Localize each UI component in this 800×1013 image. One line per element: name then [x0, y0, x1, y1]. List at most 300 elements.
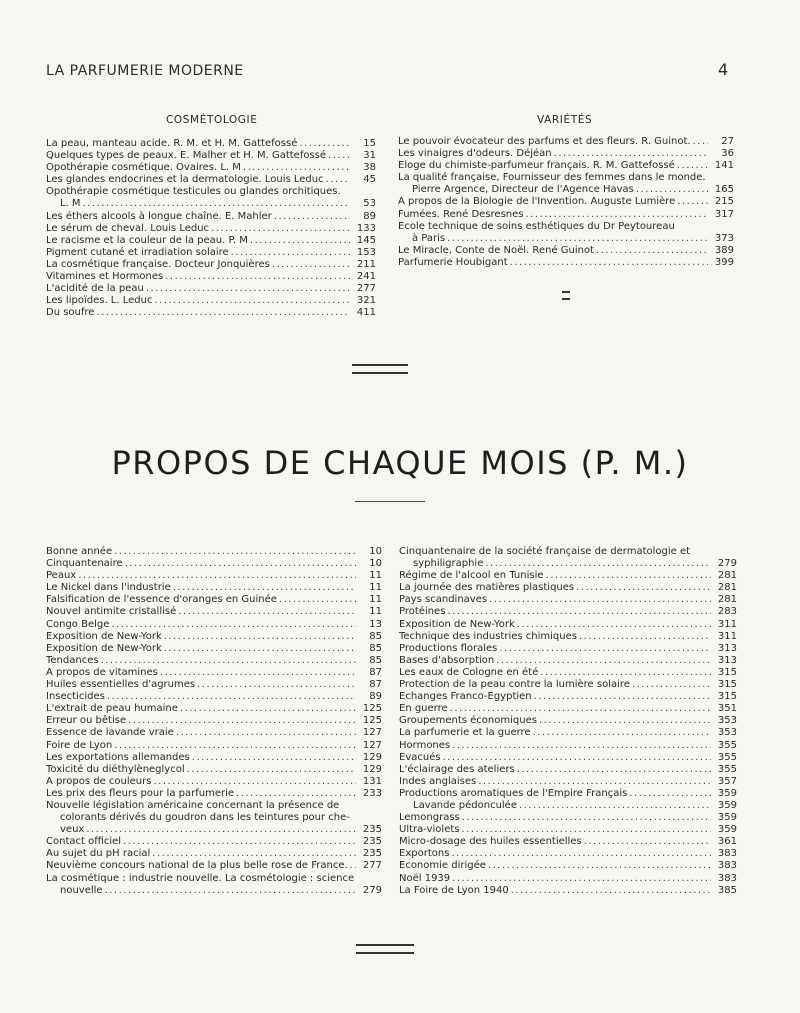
toc-entry: [399, 752, 737, 764]
toc-entry: [46, 198, 376, 210]
toc-entry-title: Lemongrass: [399, 812, 460, 824]
section-end-mark: [562, 291, 570, 300]
toc-entry-page: 87: [369, 666, 382, 678]
leader-dots: [279, 594, 356, 606]
leader-dots: [243, 162, 350, 174]
leader-dots: [274, 211, 350, 223]
toc-entry-title: La Foire de Lyon 1940: [399, 884, 509, 896]
toc-entry-page: 165: [714, 184, 734, 196]
toc-entry: [46, 873, 382, 885]
leader-dots: [534, 691, 711, 703]
toc-entry-title: Les lipoïdes. L. Leduc: [46, 295, 153, 307]
leader-dots: [488, 860, 711, 872]
leader-dots: [250, 235, 350, 247]
toc-entry-page: 153: [356, 246, 376, 258]
leader-dots: [496, 655, 711, 667]
section-divider: [352, 364, 408, 374]
leader-dots: [485, 558, 711, 570]
toc-entry: [399, 655, 737, 667]
leader-dots: [111, 619, 356, 631]
toc-entry: [46, 570, 382, 582]
toc-entry: [46, 594, 382, 606]
toc-entry-page: 127: [362, 739, 382, 751]
toc-entry-title: Lavande pédonculée: [413, 799, 517, 811]
leader-dots: [160, 667, 356, 679]
toc-entry-page: 131: [362, 775, 382, 787]
toc-entry-page: 383: [717, 860, 737, 872]
varietes-list: [398, 136, 734, 269]
toc-entry-title: Les prix des fleurs pour la parfumerie: [46, 787, 235, 799]
toc-entry-page: 31: [363, 150, 376, 162]
toc-entry-page: 125: [362, 715, 382, 727]
leader-dots: [596, 245, 708, 257]
toc-entry: [399, 631, 737, 643]
toc-entry-page: 215: [714, 196, 734, 208]
toc-entry-title: Le pouvoir évocateur des parfums et des fleurs. R. Guinot.: [398, 136, 691, 147]
toc-entry: [46, 295, 376, 307]
toc-entry-title: Nouvelle législation américaine concernant la présence de: [46, 799, 340, 811]
toc-entry: [46, 860, 382, 872]
propos-title: PROPOS DE CHAQUE MOIS (P. M.): [111, 444, 689, 482]
leader-dots: [540, 667, 711, 679]
toc-entry-title: L'éclairage des ateliers: [399, 763, 515, 775]
toc-entry-page: 359: [717, 824, 737, 836]
leader-dots: [443, 752, 711, 764]
toc-entry-page: 53: [363, 198, 376, 210]
toc-entry-title: Opothérapie cosmétique. Ovaires. L. M: [46, 162, 241, 174]
leader-dots: [187, 764, 356, 776]
leader-dots: [452, 873, 711, 885]
leader-dots: [517, 619, 711, 631]
toc-entry-page: 11: [369, 570, 382, 582]
toc-entry-title: Les eaux de Cologne en été: [399, 666, 539, 678]
toc-entry-page: 11: [369, 606, 382, 618]
leader-dots: [152, 848, 356, 860]
toc-entry: [46, 691, 382, 703]
toc-entry: [46, 582, 382, 594]
toc-entry-page: 359: [717, 812, 737, 824]
toc-entry-title: A propos de couleurs: [46, 775, 152, 787]
toc-entry-page: 277: [356, 283, 376, 295]
toc-entry-page: 411: [356, 307, 376, 319]
toc-entry-title: Cinquantenaire: [46, 558, 123, 570]
toc-entry-page: 281: [717, 594, 737, 606]
toc-entry-page: 125: [362, 703, 382, 715]
leader-dots: [326, 174, 350, 186]
toc-entry: [46, 619, 382, 631]
toc-entry-title: Opothérapie cosmétique testicules ou glandes orchitiques.: [46, 186, 341, 198]
toc-entry: [46, 186, 376, 198]
toc-entry-title: Micro-dosage des huiles essentielles: [399, 836, 582, 848]
toc-entry-title: Les éthers alcools à longue chaîne. E. Mahler: [46, 210, 272, 222]
leader-dots: [511, 885, 711, 897]
toc-entry-title: Au sujet du pH racial: [46, 848, 151, 860]
toc-entry-title: Bonne année: [46, 546, 113, 557]
toc-entry-title: Exposition de New-York: [46, 642, 162, 654]
toc-entry-page: 89: [363, 210, 376, 222]
leader-dots: [499, 643, 711, 655]
toc-entry-page: 311: [717, 630, 737, 642]
section-title-varietes: VARIÉTÉS: [537, 114, 593, 126]
leader-dots: [546, 570, 711, 582]
leader-dots: [236, 788, 356, 800]
leader-dots: [78, 570, 356, 582]
toc-entry: [398, 172, 734, 184]
leader-dots: [272, 259, 350, 271]
propos-left-list: [46, 546, 382, 897]
toc-entry-title: Economie dirigée: [399, 860, 486, 872]
leader-dots: [526, 209, 709, 221]
toc-entry: [46, 836, 382, 848]
toc-entry: [398, 184, 734, 196]
toc-entry-page: 357: [717, 775, 737, 787]
toc-entry: [46, 259, 376, 271]
leader-dots: [677, 160, 708, 172]
leader-dots: [632, 679, 711, 691]
toc-entry: [46, 752, 382, 764]
toc-entry-title: Quelques types de peaux. E. Malher et H. M. Gattefossé: [46, 150, 327, 162]
toc-entry-title: Exposition de New-York: [399, 618, 515, 630]
toc-entry: [399, 570, 737, 582]
toc-entry: [46, 788, 382, 800]
toc-entry-title: La parfumerie et la guerre: [399, 727, 531, 739]
toc-entry-page: 315: [717, 679, 737, 691]
toc-entry-title: Parfumerie Houbigant: [398, 256, 508, 268]
toc-entry-page: 27: [721, 136, 734, 147]
toc-entry: [46, 703, 382, 715]
toc-entry-title: Le sérum de cheval. Louis Leduc: [46, 222, 210, 234]
leader-dots: [211, 223, 350, 235]
toc-entry-title: veux: [60, 824, 85, 836]
toc-entry-title: Bases d'absorption: [399, 654, 495, 666]
toc-entry-title: L. M: [60, 198, 81, 210]
leader-dots: [584, 836, 711, 848]
toc-entry: [46, 812, 382, 824]
toc-entry: [46, 679, 382, 691]
toc-entry: [398, 196, 734, 208]
toc-entry-page: 85: [369, 630, 382, 642]
toc-entry-page: 311: [717, 618, 737, 630]
toc-entry-page: 321: [356, 295, 376, 307]
toc-entry-title: Le racisme et la couleur de la peau. P. M: [46, 234, 248, 246]
toc-entry-title: Pierre Argence, Directeur de l'Agence Havas: [412, 184, 634, 196]
toc-entry-title: Les exportations allemandes: [46, 751, 190, 763]
toc-entry-page: 233: [362, 787, 382, 799]
leader-dots: [629, 788, 711, 800]
toc-entry-title: Neuvième concours national de la plus belle rose de France.: [46, 860, 348, 872]
toc-entry-title: Les glandes endocrines et la dermatologie. Louis Leduc: [46, 174, 324, 186]
title-underline: [355, 501, 425, 502]
toc-entry-title: Pigment cutané et irradiation solaire: [46, 246, 229, 258]
leader-dots: [510, 257, 708, 269]
leader-dots: [461, 824, 711, 836]
toc-entry-title: Protection de la peau contre la lumière solaire: [399, 679, 630, 691]
toc-entry-title: Le Nickel dans l'industrie: [46, 582, 171, 594]
toc-entry-title: Nouvel antimite cristallisé: [46, 606, 177, 618]
toc-entry: [46, 667, 382, 679]
leader-dots: [114, 546, 356, 558]
toc-entry-title: Ultra-violets: [399, 824, 460, 836]
toc-entry: [399, 643, 737, 655]
toc-entry: [399, 848, 737, 860]
toc-entry-title: Eloge du chimiste-parfumeur français. R. M. Gattefossé: [398, 160, 675, 172]
toc-entry-page: 127: [362, 727, 382, 739]
toc-entry: [46, 727, 382, 739]
toc-entry-page: 133: [356, 222, 376, 234]
toc-entry: [398, 245, 734, 257]
leader-dots: [533, 727, 711, 739]
toc-entry-page: 385: [717, 884, 737, 896]
toc-entry-page: 313: [717, 642, 737, 654]
leader-dots: [451, 848, 711, 860]
toc-entry-title: Foire de Lyon: [46, 739, 113, 751]
toc-entry-page: 279: [717, 558, 737, 570]
toc-entry-page: 399: [714, 256, 734, 268]
toc-entry-title: Technique des industries chimiques: [399, 630, 577, 642]
toc-entry: [399, 679, 737, 691]
toc-entry-page: 85: [369, 654, 382, 666]
leader-dots: [114, 740, 356, 752]
leader-dots: [105, 885, 356, 897]
toc-entry-title: A propos de la Biologie de l'Invention. Auguste Lumière: [398, 196, 676, 208]
toc-entry: [399, 788, 737, 800]
leader-dots: [178, 606, 356, 618]
toc-entry-title: Erreur ou bêtise: [46, 715, 127, 727]
cosmetologie-list: [46, 138, 376, 319]
leader-dots: [447, 233, 708, 245]
toc-entry: [46, 162, 376, 174]
toc-entry-title: Evacués: [399, 751, 441, 763]
toc-entry-title: à Paris: [412, 232, 446, 244]
toc-entry-page: 38: [363, 162, 376, 174]
toc-entry: [46, 223, 376, 235]
toc-entry: [399, 558, 737, 570]
toc-entry-page: 389: [714, 244, 734, 256]
toc-entry-page: 129: [362, 763, 382, 775]
toc-entry-title: Exposition de New-York: [46, 630, 162, 642]
toc-entry: [46, 283, 376, 295]
leader-dots: [107, 691, 356, 703]
leader-dots: [677, 196, 708, 208]
toc-entry-page: 11: [369, 582, 382, 594]
toc-entry: [46, 800, 382, 812]
toc-entry: [399, 606, 737, 618]
toc-entry-page: 129: [362, 751, 382, 763]
toc-entry-page: 89: [369, 691, 382, 703]
toc-entry-title: Le Miracle, Conte de Noël. René Guinot: [398, 244, 594, 256]
toc-entry: [398, 160, 734, 172]
toc-entry-page: 355: [717, 763, 737, 775]
toc-entry-page: 383: [717, 872, 737, 884]
toc-entry-title: Essence de lavande vraie: [46, 727, 174, 739]
toc-entry: [399, 836, 737, 848]
toc-entry: [399, 824, 737, 836]
toc-entry-title: La cosmétique : industrie nouvelle. La cosmétologie : science: [46, 872, 355, 884]
toc-entry-title: La qualité française, Fournisseur des femmes dans le monde.: [398, 172, 706, 184]
toc-entry: [399, 860, 737, 872]
toc-entry: [399, 594, 737, 606]
toc-entry: [398, 257, 734, 269]
leader-dots: [180, 703, 356, 715]
leader-dots: [462, 812, 711, 824]
toc-entry-page: 36: [721, 148, 734, 160]
toc-entry-page: 87: [369, 679, 382, 691]
toc-entry: [399, 812, 737, 824]
toc-entry-title: Exportons: [399, 848, 450, 860]
toc-entry: [46, 824, 382, 836]
toc-entry-page: 315: [717, 666, 737, 678]
leader-dots: [519, 800, 711, 812]
toc-entry: [398, 209, 734, 221]
toc-entry-page: 235: [362, 836, 382, 848]
toc-entry-page: 317: [714, 208, 734, 220]
toc-entry: [398, 136, 734, 148]
toc-entry: [46, 174, 376, 186]
bottom-divider: [356, 944, 414, 954]
toc-entry-title: Du soufre: [46, 307, 95, 319]
toc-entry-title: Contact officiel: [46, 836, 122, 848]
toc-entry-page: 281: [717, 582, 737, 594]
leader-dots: [96, 307, 350, 319]
toc-entry-title: L'extrait de peau humaine: [46, 703, 178, 715]
leader-dots: [153, 776, 356, 788]
toc-entry-title: Insecticides: [46, 691, 105, 703]
leader-dots: [478, 776, 711, 788]
toc-entry-title: La journée des matières plastiques: [399, 582, 575, 594]
toc-entry-page: 355: [717, 739, 737, 751]
toc-entry-page: 15: [363, 138, 376, 149]
toc-entry: [399, 727, 737, 739]
toc-entry-title: colorants dérivés du goudron dans les teintures pour che-: [60, 812, 350, 824]
toc-entry: [399, 740, 737, 752]
section-title-cosmetologie: COSMÉTOLOGIE: [166, 114, 258, 126]
toc-entry-title: Hormones: [399, 739, 451, 751]
toc-entry-title: Pays scandinaves: [399, 594, 488, 606]
leader-dots: [101, 655, 356, 667]
toc-entry: [46, 740, 382, 752]
toc-entry-page: 383: [717, 848, 737, 860]
toc-entry-page: 353: [717, 727, 737, 739]
toc-entry-title: Fumées. René Desresnes: [398, 208, 524, 220]
toc-entry-page: 281: [717, 570, 737, 582]
toc-entry-page: 353: [717, 715, 737, 727]
toc-entry-title: nouvelle: [60, 884, 103, 896]
toc-entry-page: 13: [369, 618, 382, 630]
toc-entry-page: 235: [362, 824, 382, 836]
toc-entry: [399, 715, 737, 727]
toc-entry: [46, 558, 382, 570]
toc-entry-title: Indes anglaises: [399, 775, 477, 787]
toc-entry: [399, 619, 737, 631]
toc-entry-title: Groupements économiques: [399, 715, 537, 727]
toc-entry: [399, 582, 737, 594]
toc-entry: [46, 150, 376, 162]
toc-entry-title: En guerre: [399, 703, 448, 715]
toc-entry: [46, 307, 376, 319]
toc-entry-title: Ecole technique de soins esthétiques du Dr Peytoureau: [398, 220, 675, 232]
toc-entry: [46, 764, 382, 776]
toc-entry-page: 211: [356, 258, 376, 270]
toc-entry: [46, 776, 382, 788]
toc-entry: [46, 247, 376, 259]
leader-dots: [86, 824, 356, 836]
leader-dots: [452, 740, 711, 752]
leader-dots: [128, 715, 356, 727]
toc-entry-title: Falsification de l'essence d'oranges en Guinée: [46, 594, 277, 606]
toc-entry-page: 315: [717, 691, 737, 703]
toc-entry: [46, 848, 382, 860]
toc-entry: [46, 655, 382, 667]
toc-entry-page: 241: [356, 271, 376, 283]
toc-entry-title: Congo Belge: [46, 618, 110, 630]
leader-dots: [693, 136, 708, 148]
toc-entry: [399, 546, 737, 558]
toc-entry: [46, 606, 382, 618]
leader-dots: [328, 150, 350, 162]
toc-entry: [399, 885, 737, 897]
toc-entry: [399, 703, 737, 715]
leader-dots: [164, 631, 356, 643]
toc-entry: [399, 691, 737, 703]
toc-entry: [46, 235, 376, 247]
toc-entry-title: Echanges Franco-Egyptien: [399, 691, 532, 703]
leader-dots: [164, 643, 356, 655]
toc-entry: [399, 873, 737, 885]
toc-entry: [398, 233, 734, 245]
toc-entry: [399, 800, 737, 812]
leader-dots: [231, 247, 350, 259]
toc-entry-page: 361: [717, 836, 737, 848]
toc-entry-title: Protéines: [399, 606, 446, 618]
toc-entry: [399, 667, 737, 679]
toc-entry-page: 11: [369, 594, 382, 606]
toc-entry-title: La peau, manteau acide. R. M. et H. M. Gattefossé: [46, 138, 298, 149]
toc-entry-title: La cosmétique française. Docteur Jonquières: [46, 258, 270, 270]
toc-entry-page: 45: [363, 174, 376, 186]
toc-entry-title: Huiles essentielles d'agrumes: [46, 679, 196, 691]
toc-entry-page: 277: [362, 860, 382, 872]
leader-dots: [576, 582, 711, 594]
toc-entry: [399, 776, 737, 788]
toc-entry-title: Peaux: [46, 570, 77, 582]
leader-dots: [299, 138, 350, 150]
toc-entry-title: Noël 1939: [399, 872, 451, 884]
leader-dots: [197, 679, 356, 691]
toc-entry-title: Productions aromatiques de l'Empire Français: [399, 787, 628, 799]
toc-entry-title: L'acidité de la peau: [46, 283, 144, 295]
toc-entry-page: 359: [717, 787, 737, 799]
toc-entry-page: 145: [356, 234, 376, 246]
leader-dots: [636, 184, 708, 196]
toc-entry-page: 279: [362, 884, 382, 896]
toc-entry-page: 10: [369, 558, 382, 570]
toc-entry-title: syphiligraphie: [413, 558, 484, 570]
toc-entry-title: Productions florales: [399, 642, 498, 654]
toc-entry-page: 141: [714, 160, 734, 172]
toc-entry: [46, 271, 376, 283]
toc-entry-page: 85: [369, 642, 382, 654]
toc-entry-page: 10: [369, 546, 382, 557]
toc-entry: [398, 221, 734, 233]
toc-entry-title: Régime de l'alcool en Tunisie: [399, 570, 544, 582]
running-header: LA PARFUMERIE MODERNE: [46, 63, 244, 79]
leader-dots: [517, 764, 711, 776]
toc-entry: [46, 885, 382, 897]
leader-dots: [192, 752, 356, 764]
toc-entry-page: 355: [717, 751, 737, 763]
toc-entry: [398, 148, 734, 160]
leader-dots: [176, 727, 356, 739]
